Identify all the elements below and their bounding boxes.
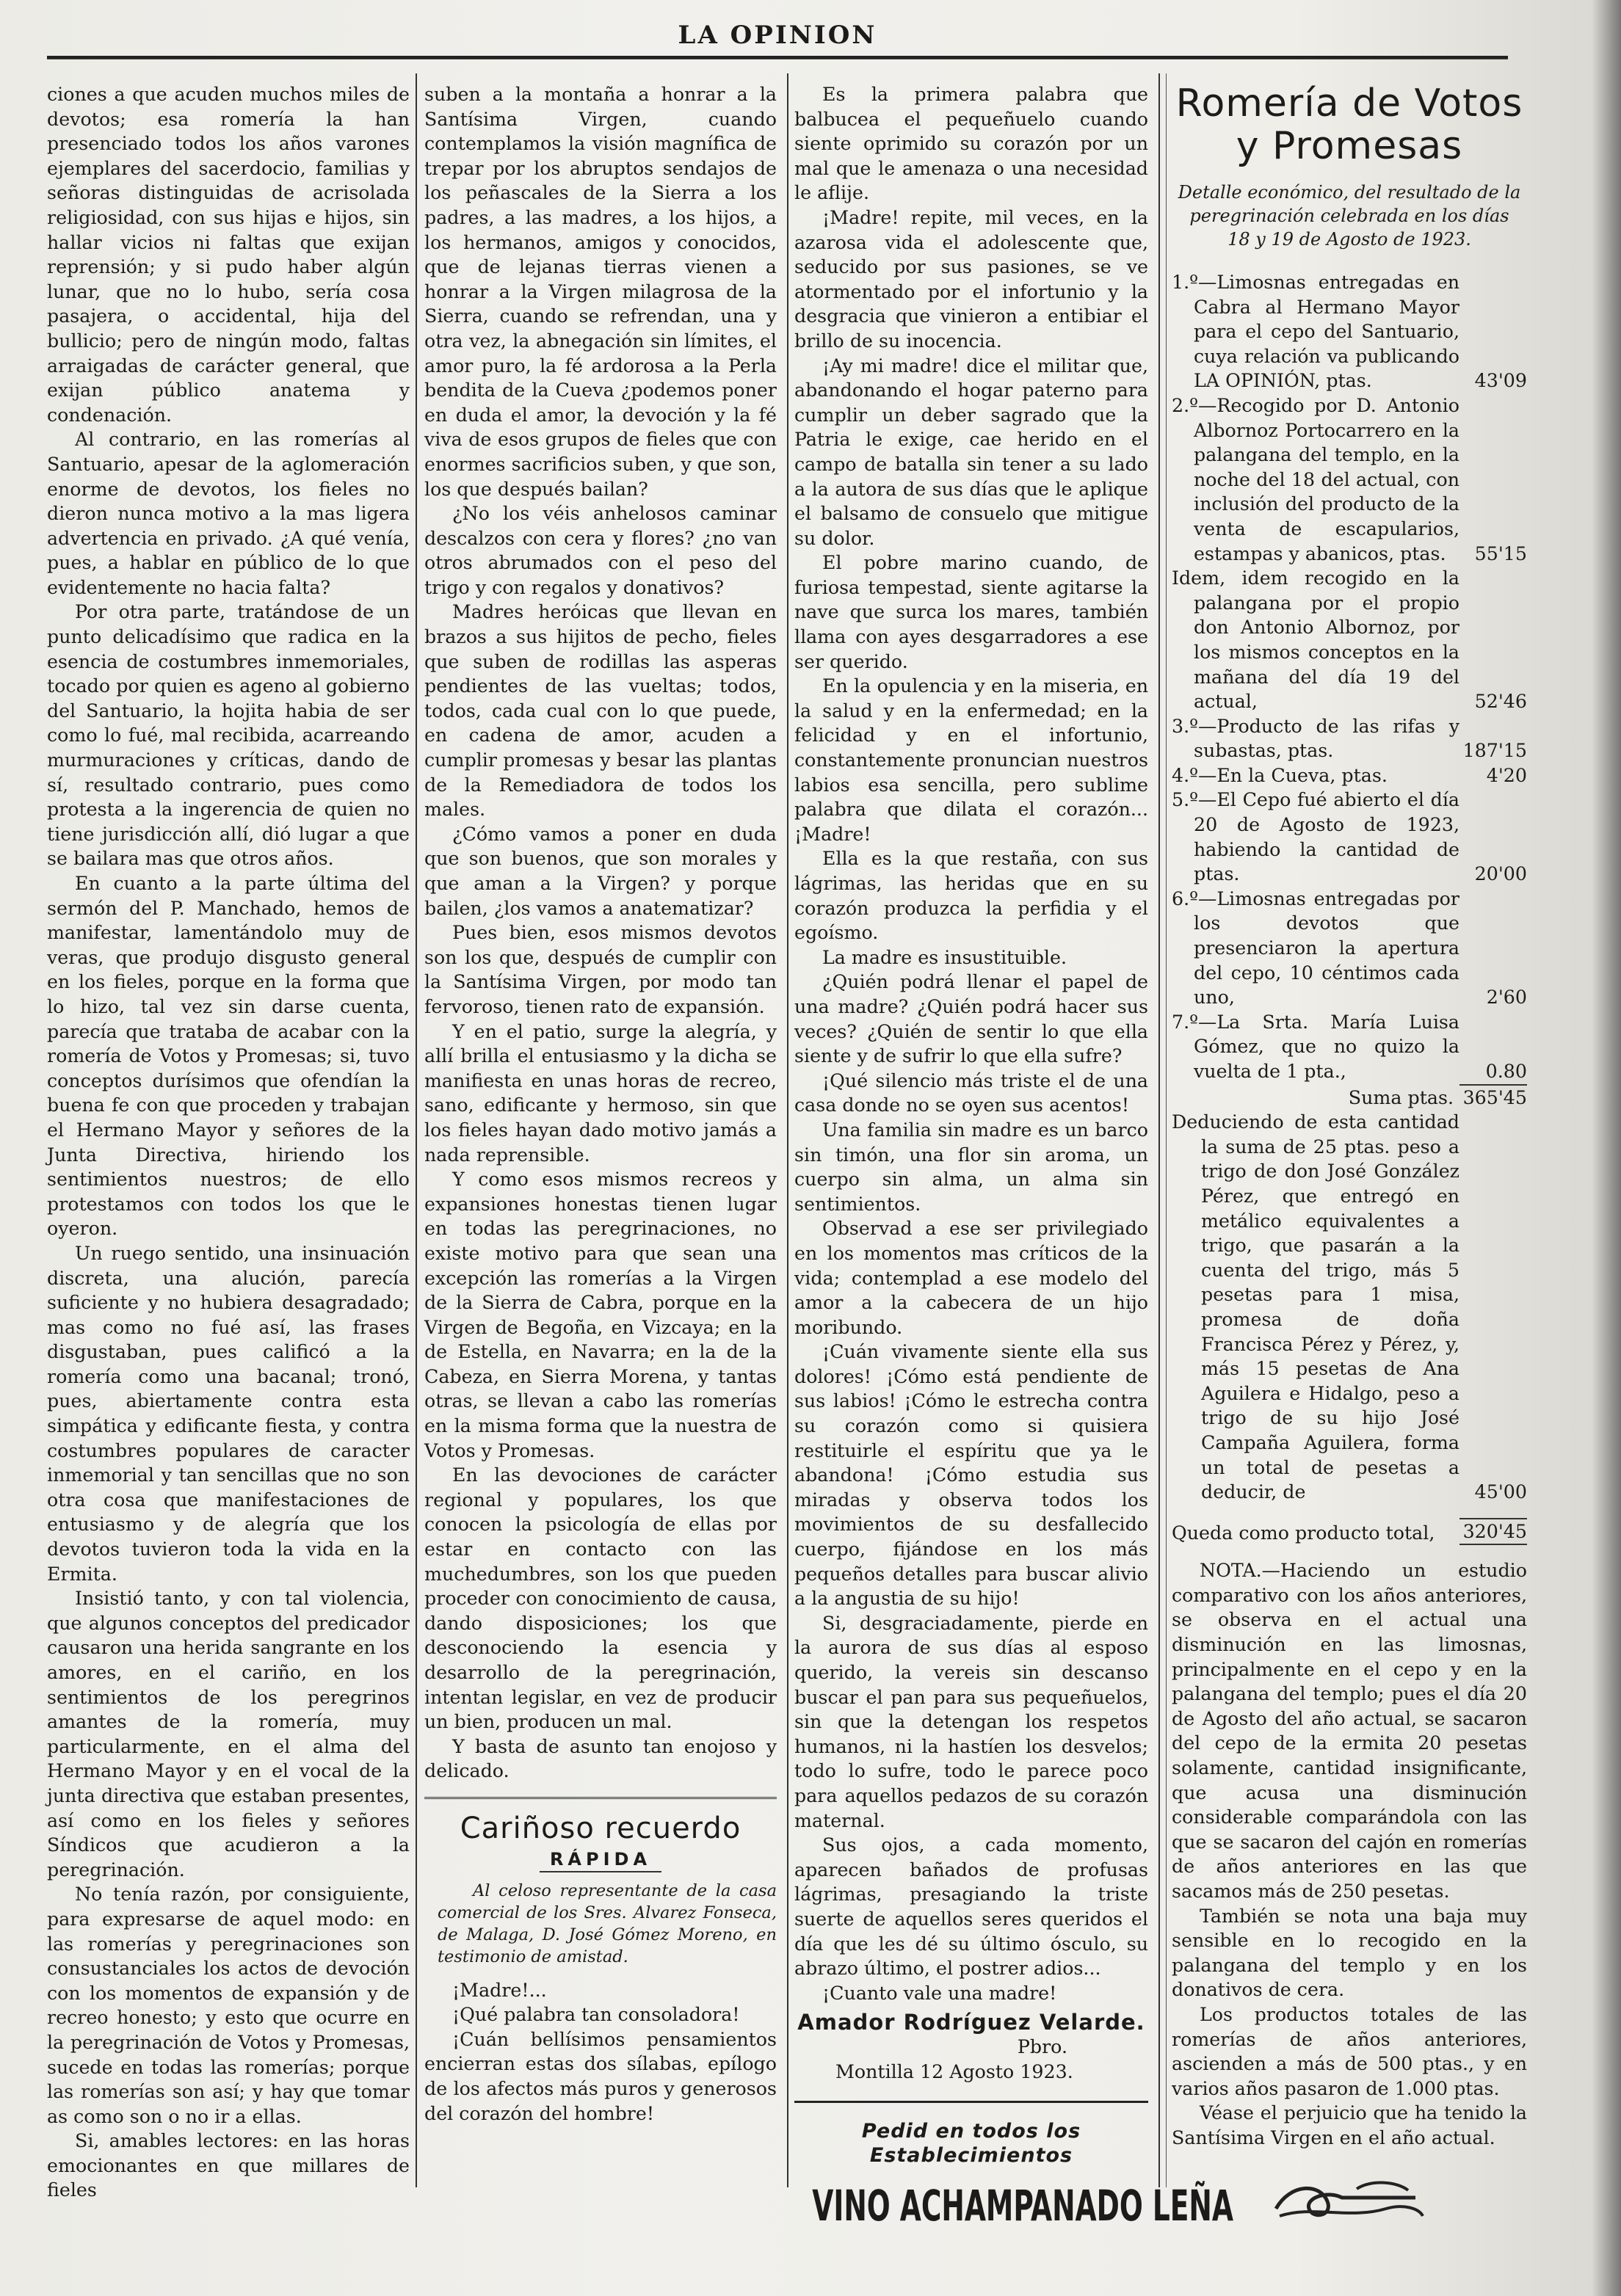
paragraph: ¡Cuanto vale una madre! <box>822 1982 1057 2004</box>
paragraph: En la opulencia y en la miseria, en la salud y en la enfermedad; en la felicidad y en el infortunio, constantemente pronuncian nuestros labios esa sencilla, pero sublime palabra que dilata el corazón... ¡Madre! <box>794 675 1148 845</box>
article-column-2 <box>424 82 777 2181</box>
dedication-text: Al celoso representante de la casa comercial de los Sres. Alvarez Fonseca, de Malaga, D. José Gómez Moreno, en testimonio de amistad. <box>438 1881 777 1966</box>
paragraph: Observad a ese ser privilegiado en los momentos mas críticos de la vida; contemplad a ese modelo del amor a la cabecera de un hijo moribundo. <box>794 1218 1148 1338</box>
paragraph: ¡Madre! repite, mil veces, en la azarosa vida el adolescente que, seducido por sus pasiones, se ve atormentado por el infortunio y la desgracia que vinieron a entibiar el brillo de su inocencia. <box>794 206 1148 352</box>
ad-headline: VINO ACHAMPANADO LEÑA <box>812 2180 1233 2231</box>
advertisement <box>794 2101 1233 2231</box>
paragraph: ¡Ay mi madre! dice el militar que, abandonando el hogar paterno para cumplir un deber sagrado que la Patria le exige, cae herido en el campo de batalla sin tener a su lado a la autora de sus días que le aplique el balsamo de consuelo que mitigue su dolor. <box>794 355 1148 549</box>
paragraph: Insistió tanto, y con tal violencia, que algunos conceptos del predicador causaron una herida sangrante en los amores, en el cariño, en los sentimientos de los peregrinos amantes de la romería, muy particularmente, en el alma del Hermano Mayor y en el vocal de la junta directiva que estaban presentes, así como en los fieles y señores Síndicos que acudieron a la peregrinación. <box>47 1588 410 1881</box>
column-rule <box>1166 73 1167 2187</box>
ledger-row: 5.º—El Cepo fué abierto el día 20 de Agosto de 1923, habiendo la cantidad de ptas. 20'00 <box>1172 789 1527 885</box>
paragraph: Si, amables lectores: en las horas emocionantes en que millares de fieles <box>47 2130 410 2201</box>
paragraph: suben a la montaña a honrar a la Santísima Virgen, cuando contemplamos la visión magnífica de trepar por los abruptos sendajos de los peñascales de la Sierra a los padres, a las madres, a los hijos, a los hermanos, amigos y conocidos, que de lejanas tierras vienen a honrar a la Virgen milagrosa de la Sierra, cuando se refrendan, una y otra vez, la abnegación sin límites, el amor puro, la fé ardorosa a la Perla bendita de la Cueva ¿podemos poner en duda el amor, la devoción y la fé viva de esos grupos de fieles que con enormes sacrificios suben, y que son, los que después bailan? <box>424 84 777 500</box>
author-role: Pbro. <box>1017 2036 1067 2058</box>
paragraph: En cuanto a la parte última del sermón del P. Manchado, hemos de manifestar, lamentándolo muy de veras, que produjo disgusto general en los fieles, porque en la forma que lo hizo, tal vez sin darse cuenta, parecía que trataba de acabar con la romería de Votos y Promesas; si, tuvo conceptos durísimos que ofendían la buena fe con que proceden y trabajan el Hermano Mayor y señores de la Junta Directiva, hiriendo los sentimientos nuestros; de ello protestamos con todos los que le oyeron. <box>47 873 410 1240</box>
report-notes <box>1172 1558 1527 2150</box>
dateline: Montilla 12 Agosto 1923. <box>835 2060 1073 2082</box>
paragraph: ciones a que acuden muchos miles de devotos; esa romería la han presenciado todos los años varones ejemplares del sacerdocio, familias y señoras distinguidas de acrisolada religiosidad, con sus hijas e hijos, sin hallar vicios ni faltas que exijan reprensión; y si pudo haber algún lunar, que no lo hubo, sería cosa pasajera, o accidental, hija del bullicio; pero de ningún modo, faltas arraigadas de carácter general, que exijan público anatema y condenación. <box>47 84 410 426</box>
poem-title: Cariñoso recuerdo <box>460 1811 741 1845</box>
paragraph: ¿No los véis anhelosos caminar descalzos con cera y flores? ¿no van otros abrumados con el peso del trigo y con regalos y donativos? <box>424 503 777 598</box>
paragraph: Es la primera palabra que balbucea el pequeñuelo cuando siente oprimido su corazón por un mal que le amenaza o una necesidad le aflije. <box>794 84 1148 204</box>
paragraph: Ella es la que restaña, con sus lágrimas, las heridas que en su corazón produzca la perfidia y el egoísmo. <box>794 848 1148 944</box>
article-column-1 <box>47 82 410 2201</box>
paragraph: La madre es insustituible. <box>822 946 1067 968</box>
paragraph: No tenía razón, por consiguiente, para expresarse de aquel modo: en las romerías y peregrinaciones son consustanciales los actos de devoción con los momentos de expansión y de recreo honesto; y esto que ocurre en la peregrinación de Votos y Promesas, sucede en todas las romerías; porque las romerías son así; y hay que tomar as como son o no ir a ellas. <box>47 1883 410 2127</box>
paragraph: Y en el patio, surge la alegría, y allí brilla el entusiasmo y la dicha se manifiesta en unas horas de recreo, sano, edificante y hermoso, sin que los fieles hayan dado motivo jamás a nada reprensible. <box>424 1020 777 1166</box>
ledger-row: 2.º—Recogido por D. Antonio Albornoz Portocarrero en la palangana del templo, en la noche del 18 del actual, con inclusión del producto de la venta de escapularios, estampas y abanicos, ptas. 55'15 <box>1172 394 1527 564</box>
paragraph: El pobre marino cuando, de furiosa tempestad, siente agitarse la nave que surca los mares, también llama con ayes desgarradores a ese ser querido. <box>794 552 1148 672</box>
column-rule <box>1158 73 1160 2187</box>
paragraph: Al contrario, en las romerías al Santuario, apesar de la aglomeración enorme de devotos, los fieles no dieron nunca motivo a la mas ligera advertencia en privado. ¿A qué venía, pues, a hablar en público de lo que evidentemente no hacia falta? <box>47 429 410 598</box>
column-rule <box>787 73 788 2187</box>
article-column-3 <box>794 82 1233 2231</box>
masthead: LA OPINION <box>678 21 877 50</box>
note-paragraph: Los productos totales de las romerías de años anteriores, ascienden a más de 500 ptas., y en varios años pasaron de 1.000 ptas. <box>1172 2003 1527 2099</box>
poem-line: ¡Madre!... <box>452 1979 547 2001</box>
ad-tagline: Pedid en todos los Establecimientos <box>861 2119 1081 2168</box>
paragraph: Un ruego sentido, una insinuación discreta, una alución, parecía suficiente y no hubiera desagradado; mas como no fué así, las frases disgustaban, pues calificó a la romería como una bacanal; tronó, pues, abiertamente contra esta simpática y edificante fiesta, y contra costumbres populares de caracter inmemorial y tan sencillas que no son otra cosa que manifestaciones de entusiasmo y de alegría que los devotos tuvieron toda la vida en la Ermita. <box>47 1242 410 1585</box>
article-column-4 <box>1172 82 1527 2181</box>
paragraph: ¡Qué silencio más triste el de una casa donde no se oyen sus acentos! <box>794 1069 1148 1116</box>
paragraph: Madres heróicas que llevan en brazos a sus hijitos de pecho, fieles que suben de rodillas las asperas pendientes de las vueltas; todos, todos, cada cual con lo que puede, en cadena de amor, acuden a cumplir promesas y besar las plantas de la Remediadora de todos los males. <box>424 601 777 821</box>
ledger-total: Queda como producto total, 320'45 <box>1172 1518 1527 1546</box>
poem-line: ¡Cuán bellísimos pensamientos encierran estas dos sílabas, epílogo de los afectos más puros y generosos del corazón del hombre! <box>424 2028 777 2124</box>
poem-line: ¡Qué palabra tan consoladora! <box>452 2004 740 2026</box>
paragraph: ¿Cómo vamos a poner en duda que son buenos, que son morales y que aman a la Virgen? y porque bailen, ¿los vamos a anatematizar? <box>424 823 777 919</box>
note-paragraph: NOTA.—Haciendo un estudio comparativo con los años anteriores, se observa en el actual una disminución en las limosnas, principalmente en el cepo y en la palangana del templo; pues el día 20 de Agosto del año actual, se sacaron del cepo de la ermita 20 pesetas solamente, cantidad insignificante, que acusa una disminución considerable comparándola con las que se sacaron del cajón en romerías de años anteriores en las que sacamos más de 250 pesetas. <box>1172 1560 1527 1902</box>
ledger-deduction: Deduciendo de esta cantidad la suma de 25 ptas. peso a trigo de don José González Pérez, que entregó en metálico equivalentes a trigo, que pasarán a la cuenta del trigo, más 5 pesetas para 1 misa, promesa de doña Francisca Pérez y Pérez, y, más 15 pesetas de Ana Aguilera e Hidalgo, peso a trigo de su hijo José Campaña Aguilera, forma un total de pesetas a deducir, de 45'00 <box>1172 1111 1527 1503</box>
paragraph: ¿Quién podrá llenar el papel de una madre? ¿Quién podrá hacer sus veces? ¿Quién de sentir lo que ella siente y de sufrir lo que ella sufre? <box>794 971 1148 1067</box>
author-signature: Amador Rodríguez Velarde. <box>797 2010 1145 2035</box>
ledger-row: 1.º—Limosnas entregadas en Cabra al Hermano Mayor para el cepo del Santuario, cuya relación va publicando LA OPINIÓN, ptas. 43'09 <box>1172 272 1527 392</box>
ledger-row: 6.º—Limosnas entregadas por los devotos que presenciaron la apertura del cepo, 10 céntimos cada uno, 2'60 <box>1172 887 1527 1009</box>
column-rule <box>416 73 417 2187</box>
paragraph: Pues bien, esos mismos devotos son los que, después de cumplir con la Santísima Virgen, por modo tan fervoroso, tienen rato de expansión. <box>424 922 777 1017</box>
ledger-row: 3.º—Producto de las rifas y subastas, ptas. 187'15 <box>1172 715 1527 762</box>
ledger-row: 7.º—La Srta. María Luisa Gómez, que no quizo la vuelta de 1 pta., 0.80 <box>1172 1011 1527 1082</box>
poem-subtitle: RÁPIDA <box>424 1848 777 1872</box>
poem-dedication <box>424 1880 777 1968</box>
paragraph: En las devociones de carácter regional y populares, los que conocen la psicología de ellas por estar en contacto con las muchedumbres, son los que pueden proceder con conocimiento de causa, dando disposiciones; los que desconociendo la esencia y desarrollo de la peregrinación, intentan legislar, en vez de producir un bien, producen un mal. <box>424 1464 777 1733</box>
note-paragraph: También se nota una baja muy sensible en lo recogido en la palangana del templo y en los donativos de cera. <box>1172 1905 1527 2001</box>
report-description: Detalle económico, del resultado de la peregrinación celebrada en los días 18 y 19 de Agosto de 1923. <box>1178 182 1521 250</box>
ledger-row: 4.º—En la Cueva, ptas. 4'20 <box>1172 764 1527 786</box>
paragraph: ¡Cuán vivamente siente ella sus dolores! ¡Cómo está pendiente de sus labios! ¡Cómo le estrecha contra su corazón como si quisiera restituirle el espíritu que ya le abandona! ¡Cómo estudia sus miradas y observa todos los movimientos de su desfallecido cuerpo, fijándose en los más pequeños detalles para buscar alivio a la angustia de su hijo! <box>794 1341 1148 1610</box>
masthead-rule <box>47 56 1508 59</box>
paragraph: Si, desgraciadamente, pierde en la aurora de sus días al esposo querido, la vereis sin descanso buscar el pan para sus pequeñuelos, sin que la detengan los respetos humanos, ni la hastíen los desvelos; todo lo sufre, todo le parece poco para aquellos pedazos de su corazón maternal. <box>794 1612 1148 1831</box>
report-title: Romería de Votos y Promesas <box>1175 81 1523 168</box>
paragraph: Y como esos mismos recreos y expansiones honestas tienen lugar en todas las peregrinaciones, no existe motivo para que sean una excepción las romerías a la Virgen de la Sierra de Cabra, porque en la Virgen de Begoña, en Vizcaya; en la de Estella, en Navarra; en la de la Cabeza, en Sierra Morena, y tantas otras, se llevan a cabo las romerías en la misma forma que la nuestra de Votos y Promesas. <box>424 1169 777 1461</box>
paragraph: Por otra parte, tratándose de un punto delicadísimo que radica en la esencia de costumbres inmemoriales, tocado por quien es ageno al gobierno del Santuario, la hojita habia de ser como lo fué, mal recibida, acarreando murmuraciones y críticas, dando de sí, resultado contrario, pues como protesta a la ingerencia de quien no tiene jurisdicción allí, dió lugar a que se bailara mas que otros años. <box>47 601 410 870</box>
ledger-sum: Suma ptas. 365'45 <box>1172 1084 1527 1111</box>
section-separator <box>424 1797 777 1799</box>
paragraph: Y basta de asunto tan enojoso y delicado. <box>424 1735 777 1782</box>
paragraph: Una familia sin madre es un barco sin timón, una flor sin aroma, un cuerpo sin alma, un alma sin sentimientos. <box>794 1119 1148 1215</box>
page-edge-shadow <box>1592 0 1621 2296</box>
ornament-icon <box>1269 2176 1430 2227</box>
ledger <box>1172 270 1527 1545</box>
note-paragraph: Véase el perjuicio que ha tenido la Santísima Virgen en el año actual. <box>1172 2102 1527 2148</box>
ledger-row: Idem, idem recogido en la palangana por el propio don Antonio Albornoz, por los mismos conceptos en la mañana del día 19 del actual, 52'46 <box>1172 567 1527 713</box>
paragraph: Sus ojos, a cada momento, aparecen bañados de profusas lágrimas, presagiando la triste suerte de aquellos seres queridos el día que les dé su último ósculo, su abrazo último, el postrer adios... <box>794 1834 1148 1980</box>
